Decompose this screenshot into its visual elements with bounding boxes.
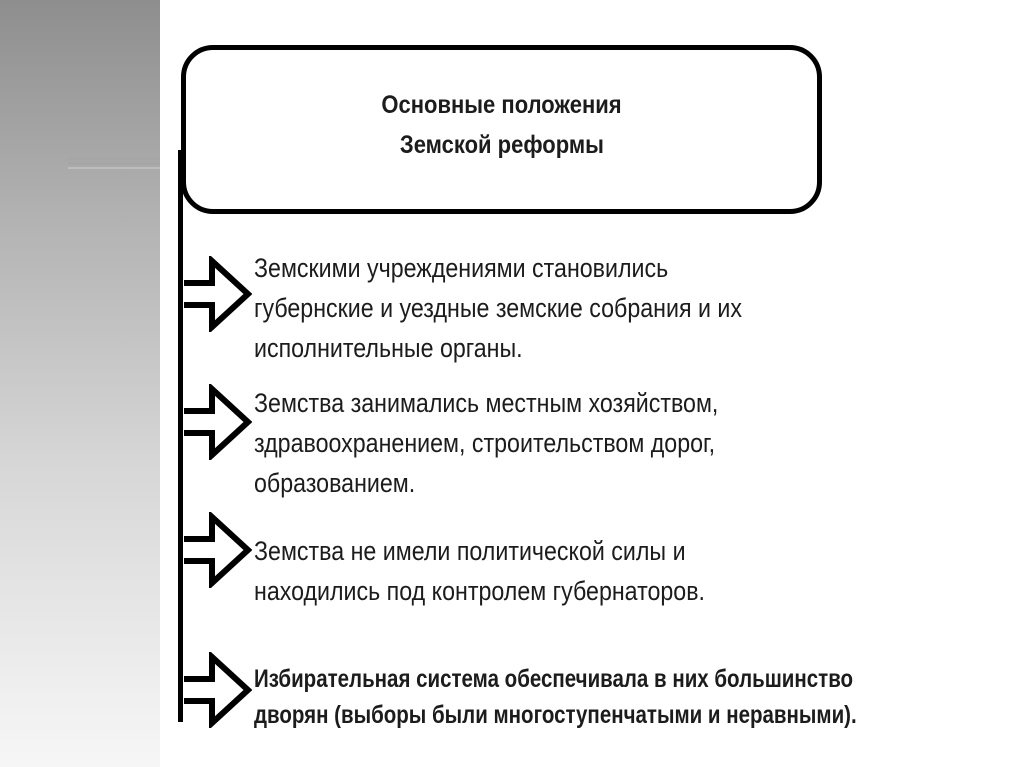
item-line: Избирательная система обеспечивала в них большинство [254,665,854,693]
title-line-1: Основные положения [381,90,622,119]
item-line: Земства занимались местным хозяйством, [254,388,719,418]
item-line: находились под контролем губернаторов. [254,576,705,606]
title-line-2: Земской реформы [399,130,604,159]
item-line: здравоохранением, строительством дорог, [254,428,716,458]
item-line: образованием. [254,468,416,498]
item-text [254,383,718,503]
decorative-lines [68,157,160,171]
item-line: дворян (выборы были многоступенчатыми и неравными). [254,701,857,729]
item-text [254,661,857,733]
item-line: губернские и уездные земские собрания и их [254,293,742,323]
item-line: Земскими учреждениями становились [254,253,669,283]
arrow-right-icon [182,652,252,728]
item-text [254,531,705,611]
item-line: Земства не имели политической силы и [254,536,686,566]
title-box [181,45,822,214]
arrow-right-icon [182,512,252,588]
decorative-side-bar [0,0,160,767]
arrow-right-icon [182,256,252,332]
arrow-right-icon [182,384,252,460]
item-line: исполнительные органы. [254,333,523,363]
item-text [254,248,742,368]
